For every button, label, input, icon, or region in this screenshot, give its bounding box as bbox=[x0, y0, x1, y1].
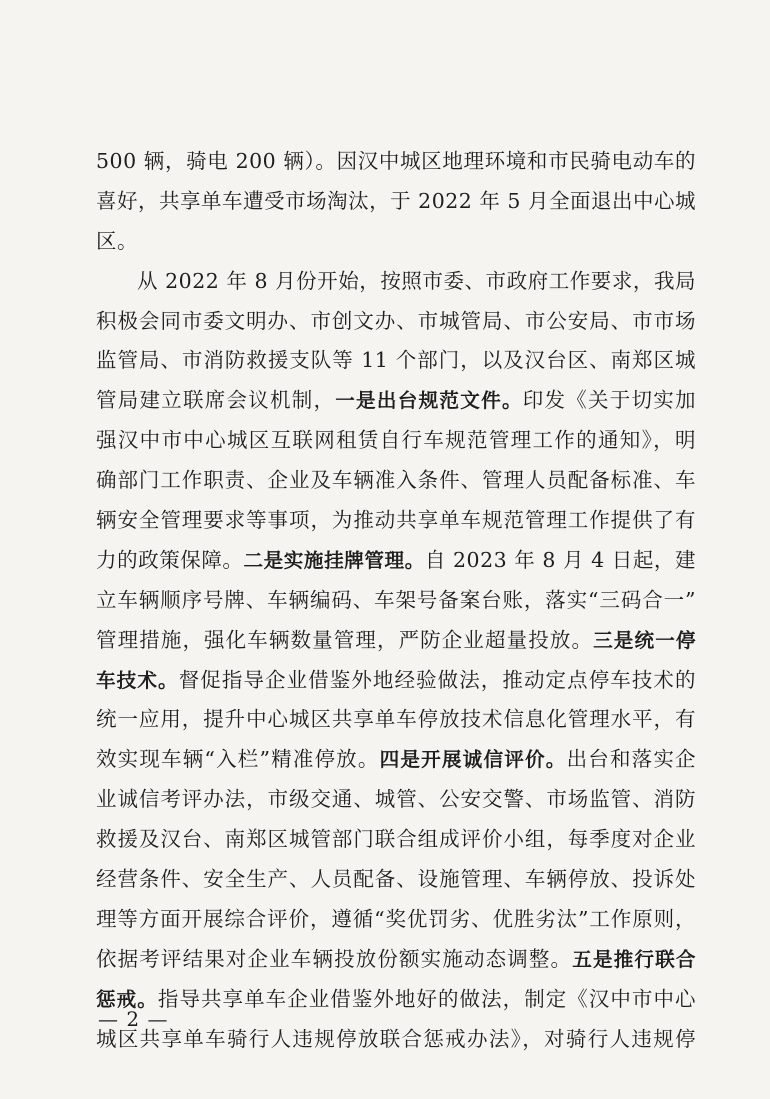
text-span: 依据考评结果对企业车辆投放份额实施动态调整。 bbox=[96, 946, 573, 971]
text-span: 积极会同市委文明办、市创文办、市城管局、市公安局、市市场 bbox=[96, 308, 696, 333]
bold-heading-span: 四是开展诚信评价。 bbox=[379, 748, 567, 772]
text-span: 确部门工作职责、企业及车辆准入条件、管理人员配备标准、车 bbox=[96, 468, 696, 493]
text-line bbox=[96, 222, 696, 262]
text-span: 效实现车辆“入栏”精准停放。 bbox=[96, 747, 380, 772]
text-span: 500 辆，骑电 200 辆）。因汉中城区地理环境和市民骑电动车的 bbox=[96, 149, 696, 173]
text-line bbox=[96, 661, 696, 701]
text-line bbox=[96, 182, 696, 222]
text-span: 救援及汉台、南郑区城管部门联合组成评价小组，每季度对企业 bbox=[96, 827, 696, 852]
text-line bbox=[96, 700, 696, 740]
text-line bbox=[96, 860, 696, 900]
text-span: 印发《关于切实加 bbox=[522, 388, 697, 413]
bold-heading-span: 车技术。 bbox=[96, 668, 179, 692]
text-span: 喜好，共享单车遭受市场淘汰，于 2022 年 5 月全面退出中心城 bbox=[96, 188, 696, 213]
text-line bbox=[96, 541, 696, 581]
text-span: 区。 bbox=[96, 228, 138, 253]
text-span: 监管局、市消防救援支队等 11 个部门，以及汉台区、南郑区城 bbox=[96, 348, 696, 373]
text-span: 力的政策保障。 bbox=[96, 547, 244, 572]
text-line bbox=[96, 780, 696, 820]
text-line bbox=[96, 341, 696, 381]
text-span: 督促指导企业借鉴外地经验做法，推动定点停车技术的 bbox=[178, 667, 697, 692]
text-span: 理等方面开展综合评价，遵循“奖优罚劣、优胜劣汰”工作原则， bbox=[96, 906, 696, 931]
bold-heading-span: 惩戒。 bbox=[96, 987, 158, 1011]
text-span: 自 2023 年 8 月 4 日起，建 bbox=[424, 547, 696, 572]
text-span: 管理措施，强化车辆数量管理，严防企业超量投放。 bbox=[96, 627, 594, 652]
text-line bbox=[96, 262, 696, 302]
text-span: 管局建立联席会议机制， bbox=[96, 388, 336, 413]
text-line bbox=[96, 820, 696, 860]
text-span: 强汉中市中心城区互联网租赁自行车规范管理工作的通知》，明 bbox=[96, 428, 696, 453]
text-line bbox=[96, 581, 696, 621]
text-line bbox=[96, 621, 696, 661]
text-span: 立车辆顺序号牌、车辆编码、车架号备案台账，落实“三码合一” bbox=[96, 587, 696, 612]
bold-heading-span: 一是出台规范文件。 bbox=[335, 389, 523, 413]
text-line bbox=[96, 501, 696, 541]
bold-heading-span: 二是实施挂牌管理。 bbox=[243, 548, 425, 572]
text-line bbox=[96, 940, 696, 980]
text-line bbox=[96, 740, 696, 780]
text-span: 从 2022 年 8 月份开始，按照市委、市政府工作要求，我局 bbox=[137, 268, 696, 293]
page-number: — 2 — bbox=[98, 1007, 169, 1031]
text-span: 城区共享单车骑行人违规停放联合惩戒办法》，对骑行人违规停 bbox=[96, 1026, 696, 1051]
text-span: 经营条件、安全生产、人员配备、设施管理、车辆停放、投诉处 bbox=[96, 867, 696, 892]
text-line bbox=[96, 421, 696, 461]
text-line bbox=[96, 142, 696, 182]
text-line bbox=[96, 1020, 696, 1060]
text-span: 统一应用，提升中心城区共享单车停放技术信息化管理水平，有 bbox=[96, 707, 696, 732]
text-line bbox=[96, 980, 696, 1020]
body-text bbox=[96, 142, 696, 1059]
bold-heading-span: 三是统一停 bbox=[593, 628, 697, 652]
text-span: 业诚信考评办法，市级交通、城管、公安交警、市场监管、消防 bbox=[96, 787, 696, 812]
text-span: 指导共享单车企业借鉴外地好的做法，制定《汉中市中心 bbox=[157, 986, 697, 1011]
text-line bbox=[96, 900, 696, 940]
text-line bbox=[96, 381, 696, 421]
text-line bbox=[96, 461, 696, 501]
text-span: 出台和落实企 bbox=[566, 747, 697, 772]
bold-heading-span: 五是推行联合 bbox=[572, 947, 697, 971]
text-line bbox=[96, 302, 696, 342]
text-span: 辆安全管理要求等事项，为推动共享单车规范管理工作提供了有 bbox=[96, 508, 696, 533]
